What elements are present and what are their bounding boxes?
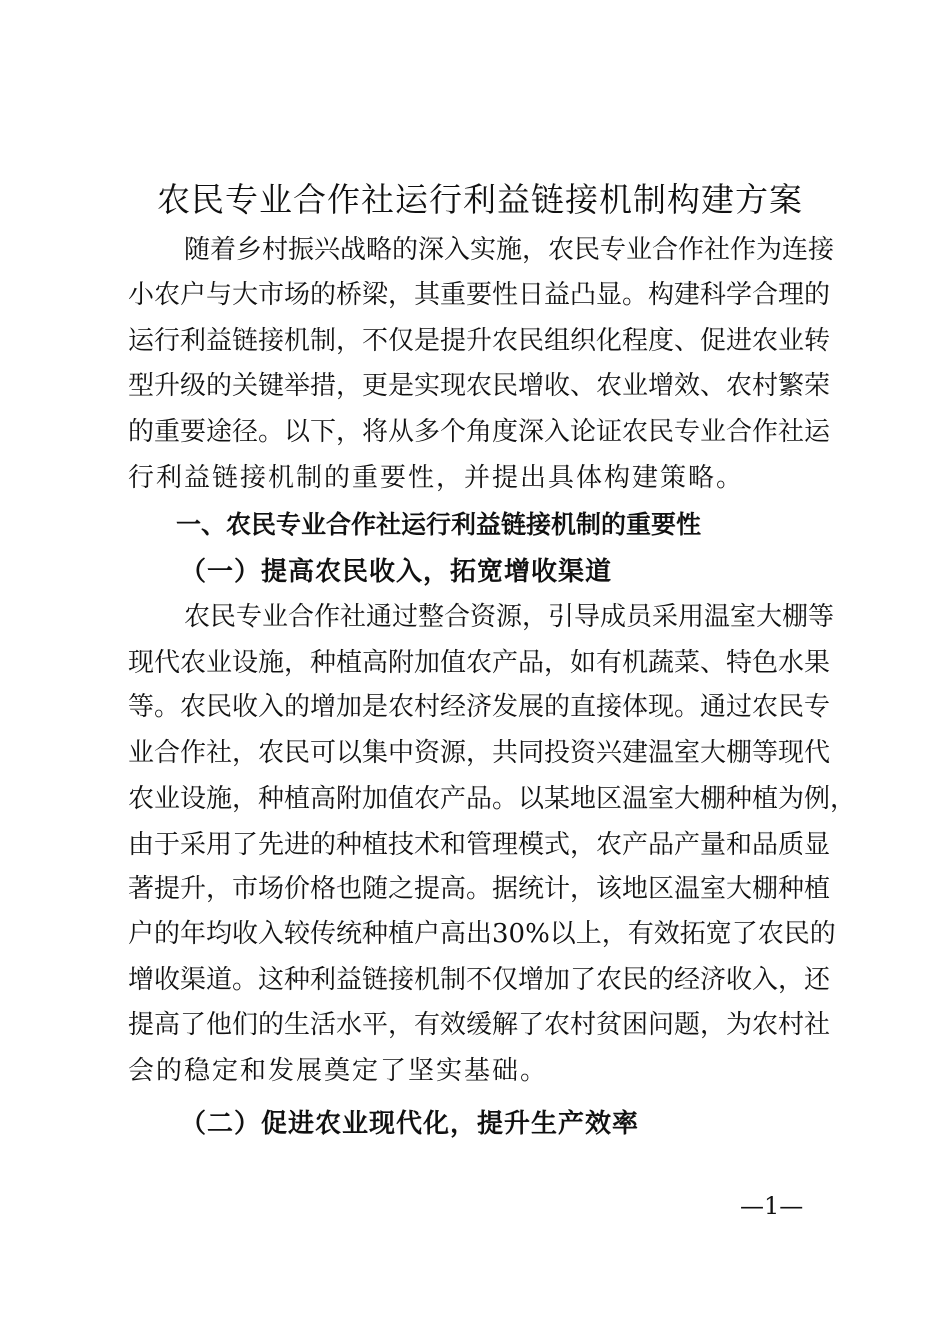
paragraph-line: 行利益链接机制的重要性，并提出具体构建策略。	[128, 463, 745, 493]
paragraph-line: 型升级的关键举措，更是实现农民增收、农业增效、农村繁荣	[128, 371, 831, 401]
paragraph-line: 会的稳定和发展奠定了坚实基础。	[128, 1056, 549, 1086]
paragraph-line: 增收渠道。这种利益链接机制不仅增加了农民的经济收入，还	[128, 965, 831, 995]
paragraph-line: 农民专业合作社通过整合资源，引导成员采用温室大棚等	[184, 602, 835, 632]
paragraph-line: 的重要途径。以下，将从多个角度深入论证农民专业合作社运	[128, 417, 831, 447]
paragraph-line: 运行利益链接机制，不仅是提升农民组织化程度、促进农业转	[128, 326, 831, 356]
document-title: 农民专业合作社运行利益链接机制构建方案	[157, 180, 803, 219]
paragraph-line: 著提升，市场价格也随之提高。据统计，该地区温室大棚种植	[128, 874, 831, 904]
subsection-heading: （二）促进农业现代化，提升生产效率	[180, 1109, 640, 1139]
paragraph-line: 农业设施，种植高附加值农产品。以某地区温室大棚种植为例，	[128, 784, 857, 814]
paragraph-line: 随着乡村振兴战略的深入实施，农民专业合作社作为连接	[184, 235, 835, 265]
page-number: —1—	[740, 1192, 804, 1220]
paragraph-line: 小农户与大市场的桥梁，其重要性日益凸显。构建科学合理的	[128, 280, 831, 310]
paragraph-line: 现代农业设施，种植高附加值农产品，如有机蔬菜、特色水果	[128, 648, 831, 678]
paragraph-line: 提高了他们的生活水平，有效缓解了农村贫困问题，为农村社	[128, 1010, 831, 1040]
section-heading: 一、农民专业合作社运行利益链接机制的重要性	[176, 510, 702, 539]
subsection-heading: （一）提高农民收入，拓宽增收渠道	[180, 557, 613, 587]
paragraph-line: 户的年均收入较传统种植户高出30%以上，有效拓宽了农民的	[128, 919, 836, 949]
paragraph-line: 等。农民收入的增加是农村经济发展的直接体现。通过农民专	[128, 692, 831, 722]
paragraph-line: 业合作社，农民可以集中资源，共同投资兴建温室大棚等现代	[128, 738, 831, 768]
paragraph-line: 由于采用了先进的种植技术和管理模式，农产品产量和品质显	[128, 830, 831, 860]
